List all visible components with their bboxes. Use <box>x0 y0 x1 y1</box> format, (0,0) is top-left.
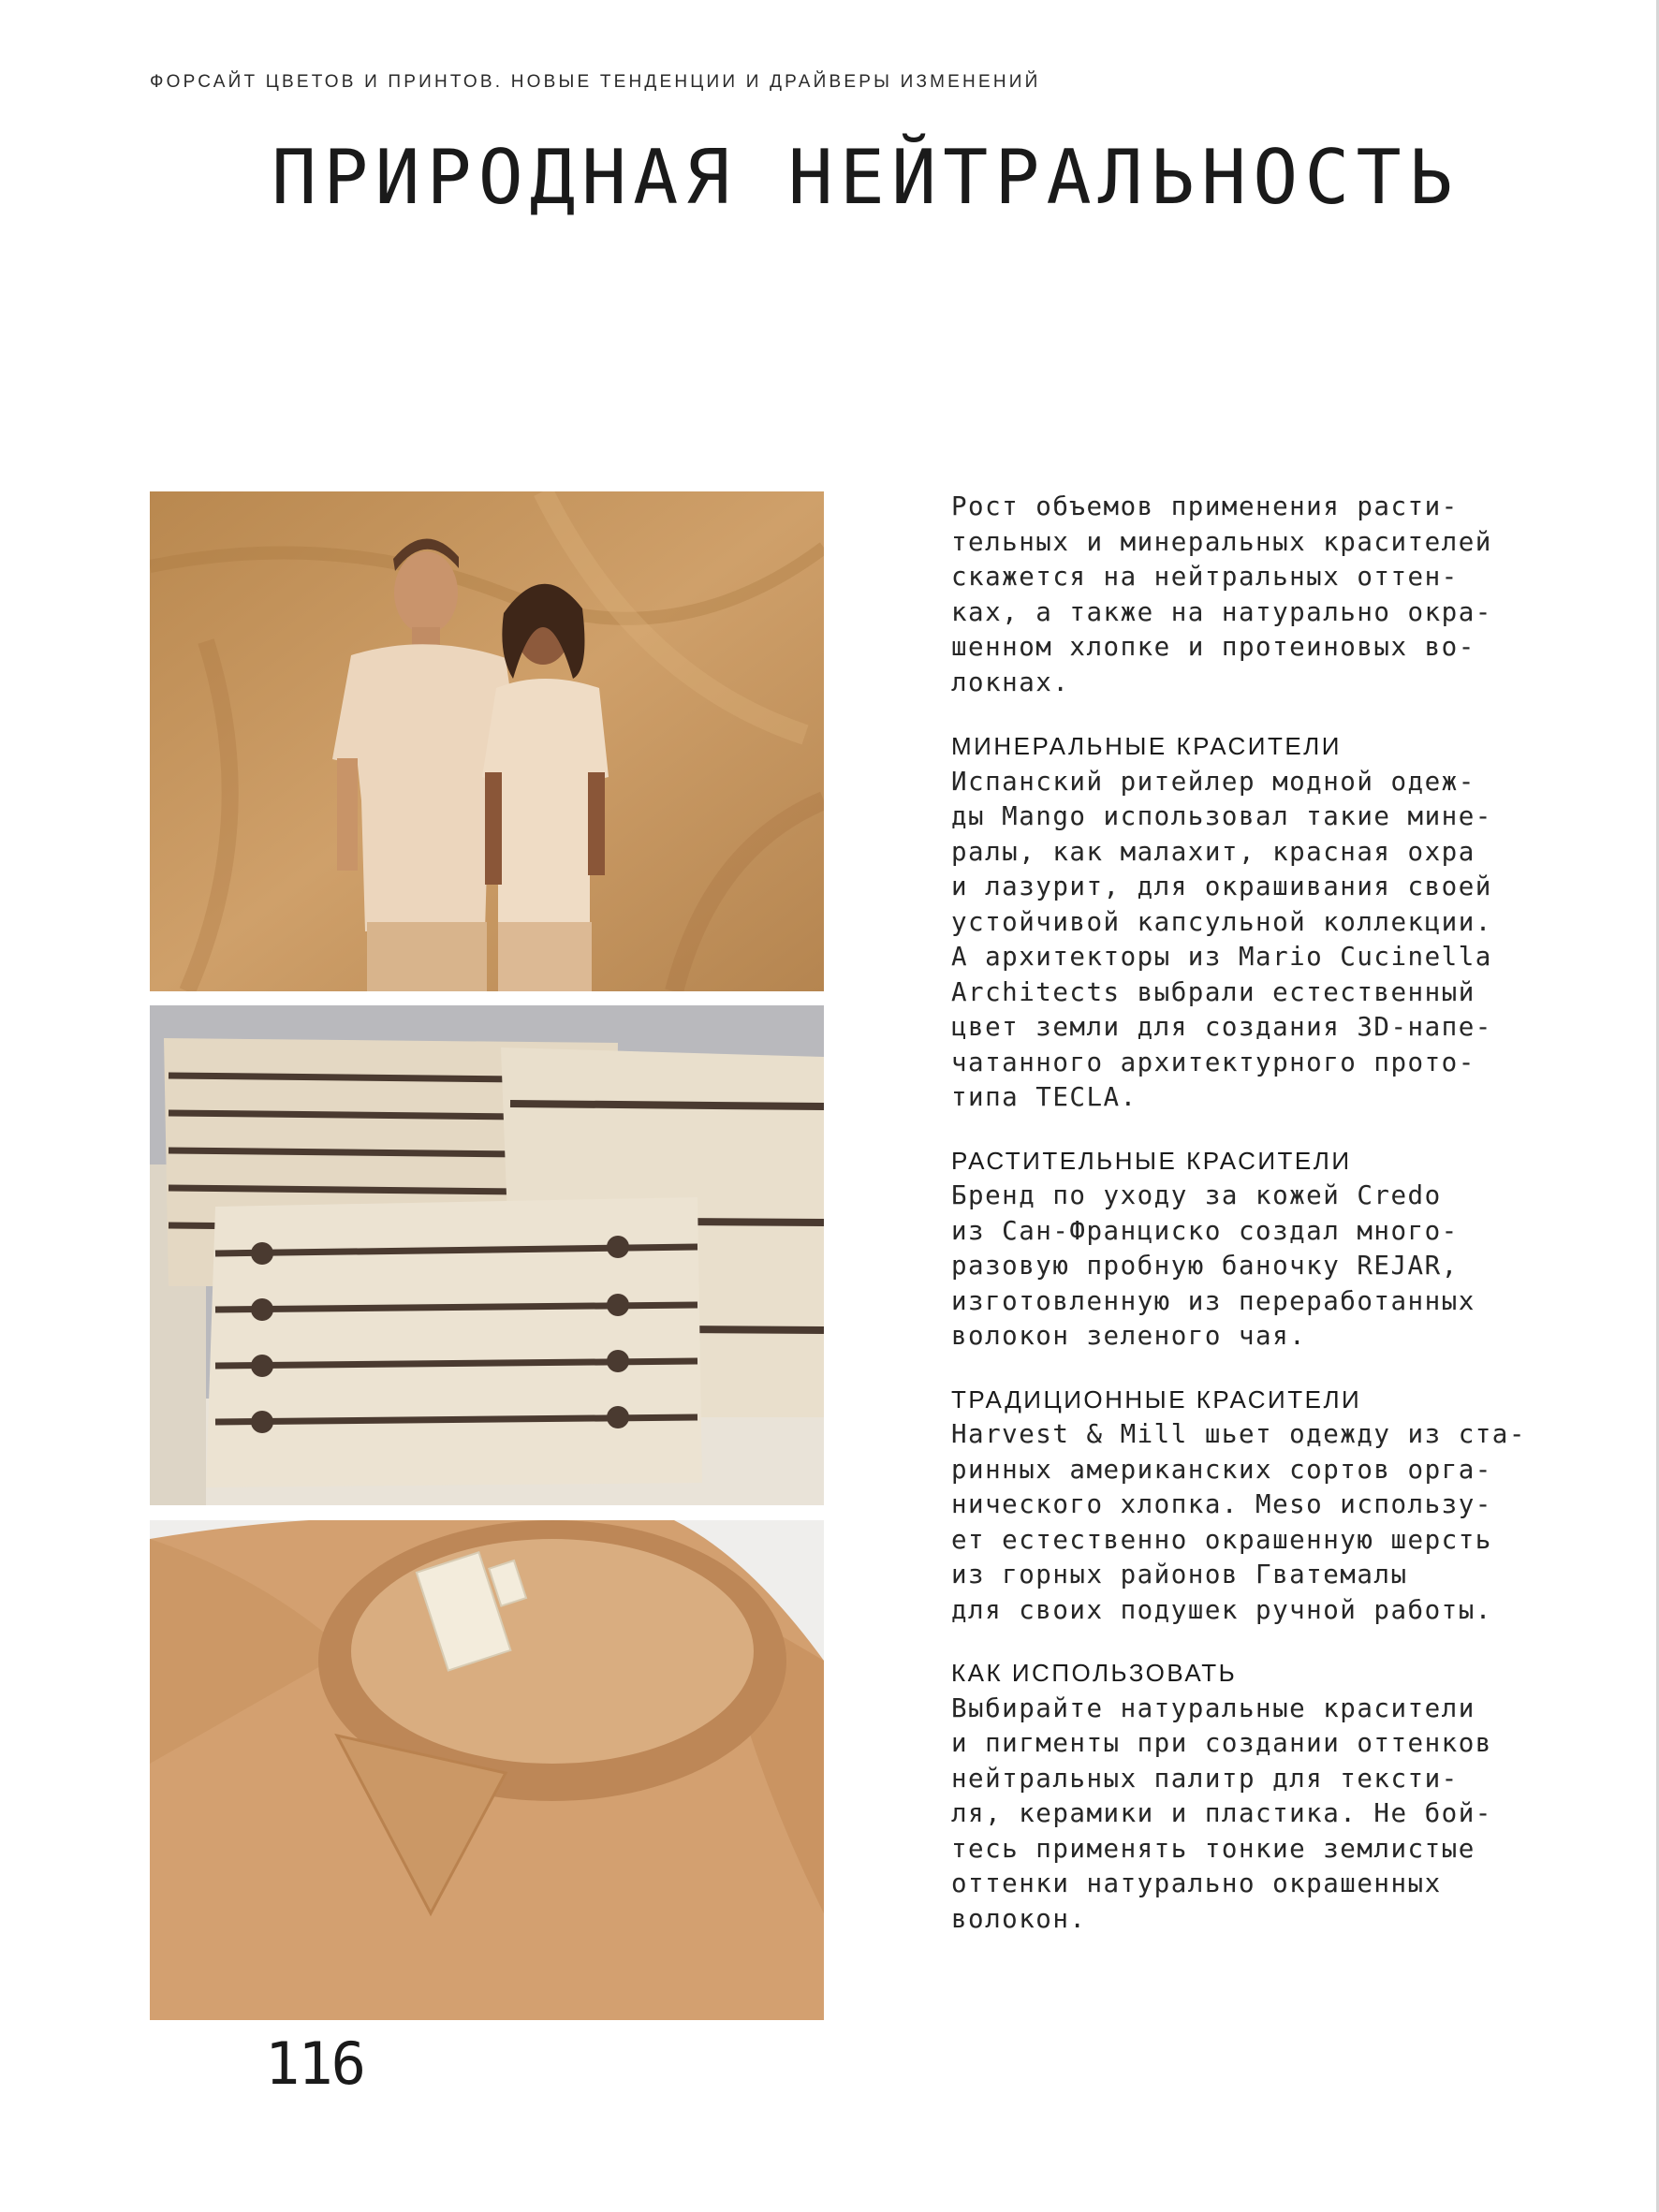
lead-paragraph: Рост объемов применения расти- тельных и минеральных красителей скажется на нейтральных оттен- ках, а также на натурально окра- шенном хлопке и протеиновых во- локнах. <box>951 491 1492 697</box>
page-title: ПРИРОДНАЯ НЕЙТРАЛЬНОСТЬ <box>272 134 1460 221</box>
section-body: Испанский ритейлер модной одеж- ды Mango использовал такие мине- ралы, как малахит, красная охра и лазурит, для окрашивания своей устойчивой капсульной коллекции. А архитекторы из Mario Cucinella Architects выбрали естественный цвет земли для создания 3D-напе- чатанного архитектурного прото- типа TECLA. <box>951 766 1492 1112</box>
page-number: 116 <box>265 2029 364 2098</box>
section-heading: МИНЕРАЛЬНЫЕ КРАСИТЕЛИ <box>951 732 1342 760</box>
striped-pillows-photo <box>150 1005 824 1505</box>
section-heading: ТРАДИЦИОННЫЕ КРАСИТЕЛИ <box>951 1384 1362 1414</box>
section-body: Бренд по уходу за кожей Credo из Сан-Франциско создал много- разовую пробную баночку REJAR, изготовленную из переработанных волокон зеленого чая. <box>951 1180 1475 1351</box>
section-mineral-dyes <box>951 729 1607 1116</box>
section-heading: КАК ИСПОЛЬЗОВАТЬ <box>951 1659 1238 1687</box>
section-body: Harvest & Mill шьет одежду из ста- ринных американских сортов орга- нического хлопка. Meso использу- ет естественно окрашенную шерсть из горных районов Гватемалы для своих подушек ручной работы. <box>951 1419 1526 1625</box>
tshirt-photo <box>150 1520 824 2020</box>
section-how-to-use <box>951 1656 1607 1937</box>
section-plant-dyes <box>951 1144 1607 1355</box>
running-head: ФОРСАЙТ ЦВЕТОВ И ПРИНТОВ. НОВЫЕ ТЕНДЕНЦИИ И ДРАЙВЕРЫ ИЗМЕНЕНИЙ <box>150 72 1041 92</box>
section-body: Выбирайте натуральные красители и пигменты при создании оттенков нейтральных палитр для тексти- ля, керамики и пластика. Не бой- тесь применять тонкие землистые оттенки натурально окрашенных волокон. <box>951 1692 1492 1934</box>
section-traditional-dyes <box>951 1383 1607 1629</box>
section-heading: РАСТИТЕЛЬНЫЕ КРАСИТЕЛИ <box>951 1146 1352 1175</box>
couple-photo <box>150 491 824 991</box>
article-text <box>951 490 1607 1965</box>
